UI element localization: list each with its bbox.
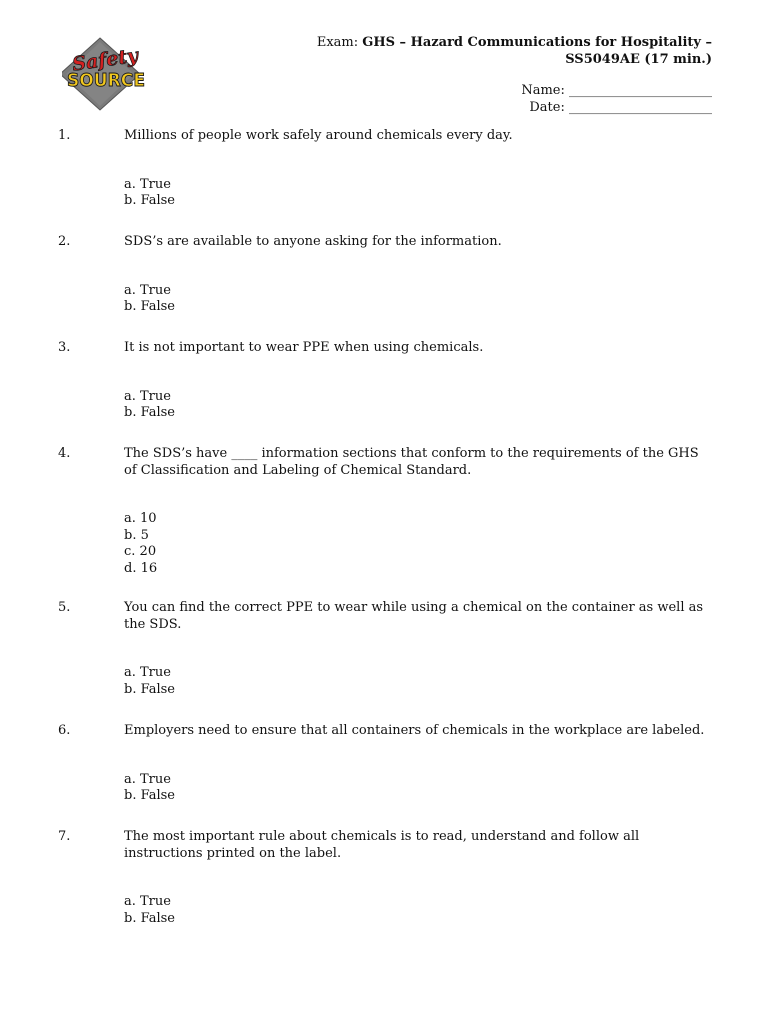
logo-graphic — [62, 36, 154, 112]
answer-options — [124, 389, 718, 422]
answer-option[interactable]: a. True — [124, 894, 171, 909]
answer-options — [124, 511, 718, 577]
answer-option[interactable]: a. True — [124, 665, 171, 680]
question-number: 5. — [58, 600, 71, 615]
question-number: 6. — [58, 723, 71, 738]
question-number: 2. — [58, 234, 71, 249]
answer-option[interactable]: b. False — [124, 193, 175, 208]
name-row — [521, 83, 712, 100]
question-text: Employers need to ensure that all containers of chemicals in the workplace are labeled. — [124, 723, 705, 738]
answer-option[interactable]: a. True — [124, 771, 171, 787]
logo-word-safety: Safety — [70, 44, 140, 76]
answer-option[interactable]: b. False — [124, 299, 175, 314]
question-4 — [58, 446, 718, 577]
answer-options — [124, 772, 718, 805]
question-number: 3. — [58, 340, 71, 355]
date-label: Date: — [529, 99, 565, 115]
answer-options — [124, 177, 718, 210]
date-row — [521, 100, 712, 117]
question-2 — [58, 234, 718, 316]
exam-code: SS5049AE (17 min.) — [565, 51, 712, 67]
answer-options — [124, 665, 718, 698]
question-1 — [58, 128, 718, 210]
date-blank[interactable]: ______________________ — [569, 99, 712, 115]
question-7 — [58, 829, 718, 927]
question-text: It is not important to wear PPE when using chemicals. — [124, 340, 484, 355]
question-3 — [58, 340, 718, 422]
question-number: 1. — [58, 128, 71, 143]
student-info — [521, 83, 712, 116]
exam-title: GHS – Hazard Communications for Hospitality – — [362, 35, 712, 50]
answer-options — [124, 894, 718, 927]
answer-option[interactable]: d. 16 — [124, 560, 158, 576]
answer-option[interactable]: b. False — [124, 788, 175, 803]
name-label: Name: — [521, 83, 565, 98]
question-text: The most important rule about chemicals is to read, understand and follow all instructions printed on the label. — [124, 829, 640, 861]
answer-option[interactable]: b. False — [124, 405, 175, 420]
name-blank[interactable]: ______________________ — [569, 83, 712, 98]
question-text: SDS’s are available to anyone asking for the information. — [124, 234, 502, 249]
question-number: 4. — [58, 446, 71, 461]
answer-option[interactable]: b. False — [124, 681, 175, 697]
question-text: Millions of people work safely around chemicals every day. — [124, 128, 513, 143]
answer-options — [124, 283, 718, 316]
exam-title-line — [262, 35, 712, 52]
answer-option[interactable]: b. 5 — [124, 527, 149, 543]
answer-option[interactable]: a. 10 — [124, 511, 157, 526]
safety-source-logo — [62, 36, 154, 112]
question-text: You can find the correct PPE to wear while using a chemical on the container as well as the SDS. — [124, 600, 704, 632]
answer-option[interactable]: a. True — [124, 282, 171, 298]
question-number: 7. — [58, 829, 71, 844]
question-text: The SDS’s have ____ information sections that conform to the requirements of the GHS of Classification and Labeling of Chemical Standard. — [124, 446, 699, 478]
logo-word-source: SOURCE — [67, 70, 145, 91]
question-5 — [58, 600, 718, 698]
question-6 — [58, 723, 718, 805]
answer-option[interactable]: a. True — [124, 176, 171, 192]
exam-header — [262, 35, 712, 68]
answer-option[interactable]: a. True — [124, 388, 171, 404]
answer-option[interactable]: b. False — [124, 910, 175, 926]
exam-label: Exam: — [316, 35, 359, 50]
answer-option[interactable]: c. 20 — [124, 544, 157, 559]
